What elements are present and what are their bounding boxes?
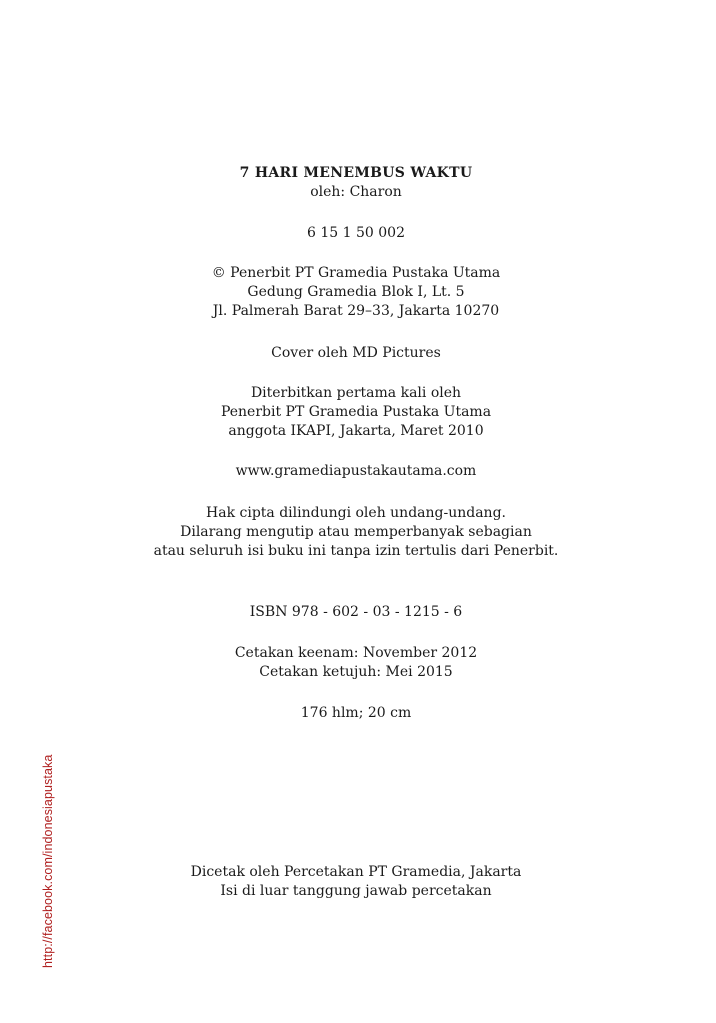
rights-line3: atau seluruh isi buku ini tanpa izin tertulis dari Penerbit. bbox=[153, 543, 559, 559]
publisher-address: Jl. Palmerah Barat 29–33, Jakarta 10270 bbox=[212, 303, 500, 319]
printings bbox=[156, 644, 556, 682]
isbn-text: ISBN 978 - 602 - 03 - 1215 - 6 bbox=[249, 604, 463, 620]
isbn bbox=[156, 603, 556, 622]
website bbox=[156, 462, 556, 481]
cover-credit bbox=[156, 344, 556, 363]
printer-line1: Dicetak oleh Percetakan PT Gramedia, Jakarta bbox=[190, 864, 522, 880]
book-info bbox=[176, 164, 536, 243]
rights-line1: Hak cipta dilindungi oleh undang-undang. bbox=[206, 505, 506, 521]
first-publication bbox=[156, 384, 556, 441]
printer-line2: Isi di luar tanggung jawab percetakan bbox=[220, 883, 492, 899]
first-publication-line3: anggota IKAPI, Jakarta, Maret 2010 bbox=[228, 423, 484, 439]
printer-info bbox=[156, 863, 556, 901]
rights-line2: Dilarang mengutip atau memperbanyak sebagian bbox=[180, 524, 532, 540]
physical-description bbox=[156, 704, 556, 723]
publisher-copyright: © Penerbit PT Gramedia Pustaka Utama bbox=[211, 265, 501, 281]
rights-notice bbox=[106, 504, 606, 561]
publisher-info bbox=[156, 264, 556, 321]
first-publication-line2: Penerbit PT Gramedia Pustaka Utama bbox=[220, 404, 492, 420]
book-title: 7 HARI MENEMBUS WAKTU bbox=[239, 165, 473, 181]
book-code: 6 15 1 50 002 bbox=[307, 225, 405, 241]
website-url: www.gramediapustakautama.com bbox=[235, 463, 477, 479]
book-author: oleh: Charon bbox=[310, 184, 402, 200]
first-publication-line1: Diterbitkan pertama kali oleh bbox=[250, 385, 462, 401]
side-watermark-url: http://facebook.com/indonesiapustaka bbox=[41, 754, 55, 968]
publisher-building: Gedung Gramedia Blok I, Lt. 5 bbox=[247, 284, 465, 300]
cover-credit-text: Cover oleh MD Pictures bbox=[271, 345, 441, 361]
physical-text: 176 hlm; 20 cm bbox=[300, 705, 412, 721]
printing-seventh: Cetakan ketujuh: Mei 2015 bbox=[259, 664, 453, 680]
printing-sixth: Cetakan keenam: November 2012 bbox=[234, 645, 478, 661]
